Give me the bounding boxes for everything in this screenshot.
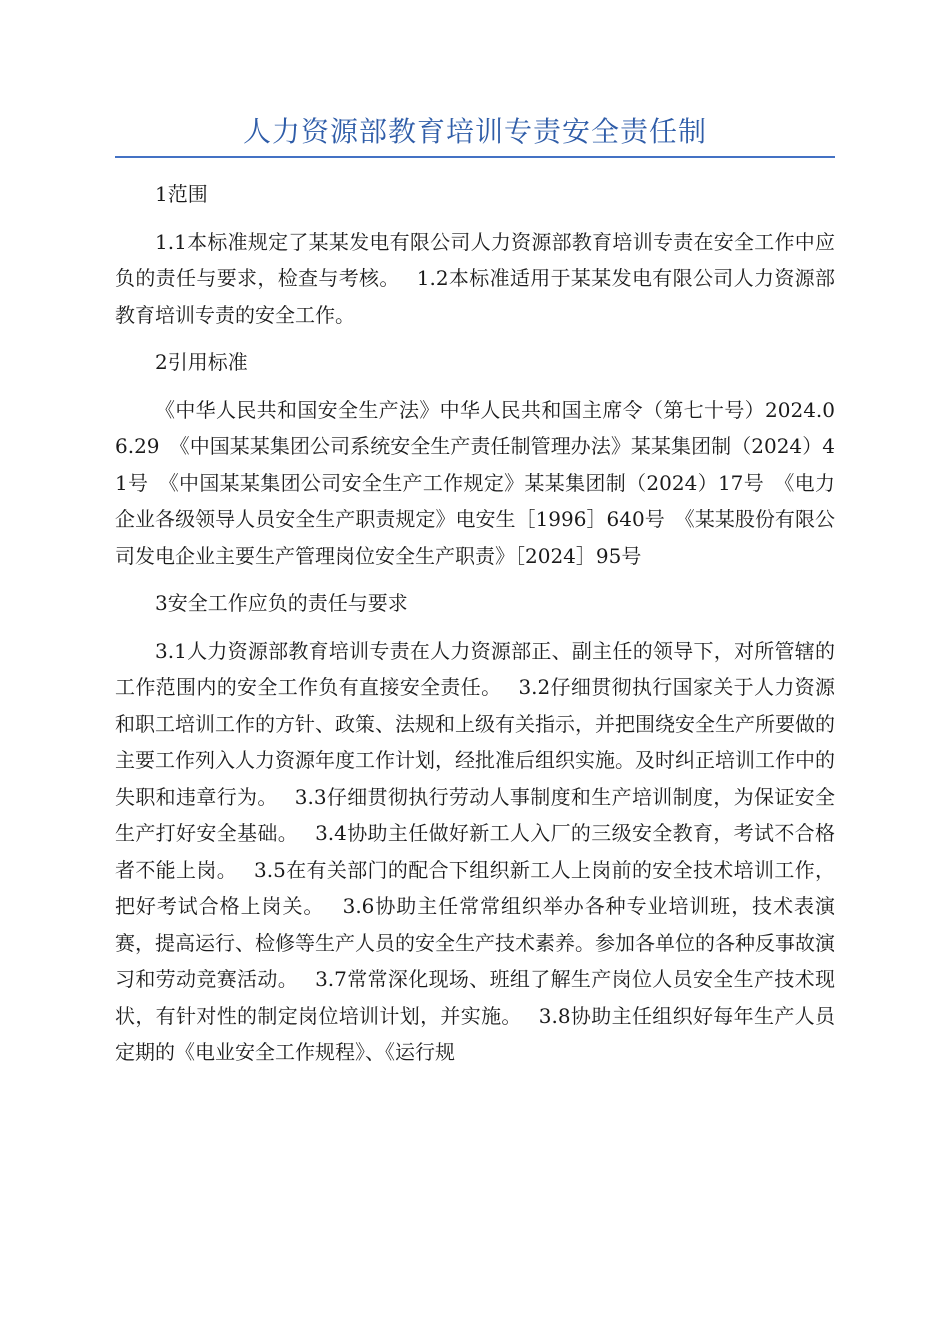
section-heading-references: 2引用标准 bbox=[155, 350, 248, 374]
paragraph-scope: 1.1本标准规定了某某发电有限公司人力资源部教育培训专责在安全工作中应负的责任与要求，检查与考核。 1.2本标准适用于某某发电有限公司人力资源部教育培训专责的安全工作。 bbox=[115, 229, 835, 327]
section-heading-scope: 1范围 bbox=[155, 182, 208, 206]
section-heading-responsibilities: 3安全工作应负的责任与要求 bbox=[155, 591, 408, 615]
title-block bbox=[115, 112, 835, 158]
document-title: 人力资源部教育培训专责安全责任制 bbox=[242, 115, 707, 148]
paragraph-responsibilities: 3.1人力资源部教育培训专责在人力资源部正、副主任的领导下，对所管辖的工作范围内的安全工作负有直接安全责任。 3.2仔细贯彻执行国家关于人力资源和职工培训工作的方针、政策、法规和上级有关指示，并把围绕安全生产所要做的主要工作列入人力资源年度工作计划，经批准后组织实施。及时纠正培训工作中的失职和违章行为。 3.3仔细贯彻执行劳动人事制度和生产培训制度，为保证安全生产打好安全基础。 3.4协助主任做好新工人入厂的三级安全教育，考试不合格者不能上岗。 3.5在有关部门的配合下组织新工人上岗前的安全技术培训工作，把好考试合格上岗关。 3.6协助主任常常组织举办各种专业培训班，技术表演赛，提高运行、检修等生产人员的安全生产技术素养。参加各单位的各种反事故演习和劳动竞赛活动。 3.7常常深化现场、班组了解生产岗位人员安全生产技术现状，有针对性的制定岗位培训计划，并实施。 3.8协助主任组织好每年生产人员定期的《电业安全工作规程》、《运行规 bbox=[115, 638, 835, 1064]
document-body bbox=[115, 176, 835, 1082]
paragraph-references: 《中华人民共和国安全生产法》中华人民共和国主席令（第七十号）2024.06.29 《中国某某集团公司系统安全生产责任制管理办法》某某集团制（2024）41号 《中国某某集团公司安全生产工作规定》某某集团制（2024）17号 《电力企业各级领导人员安全生产职责规定》电安生［1996］640号 《某某股份有限公司发电企业主要生产管理岗位安全生产职责》［2024］95号 bbox=[115, 397, 835, 568]
